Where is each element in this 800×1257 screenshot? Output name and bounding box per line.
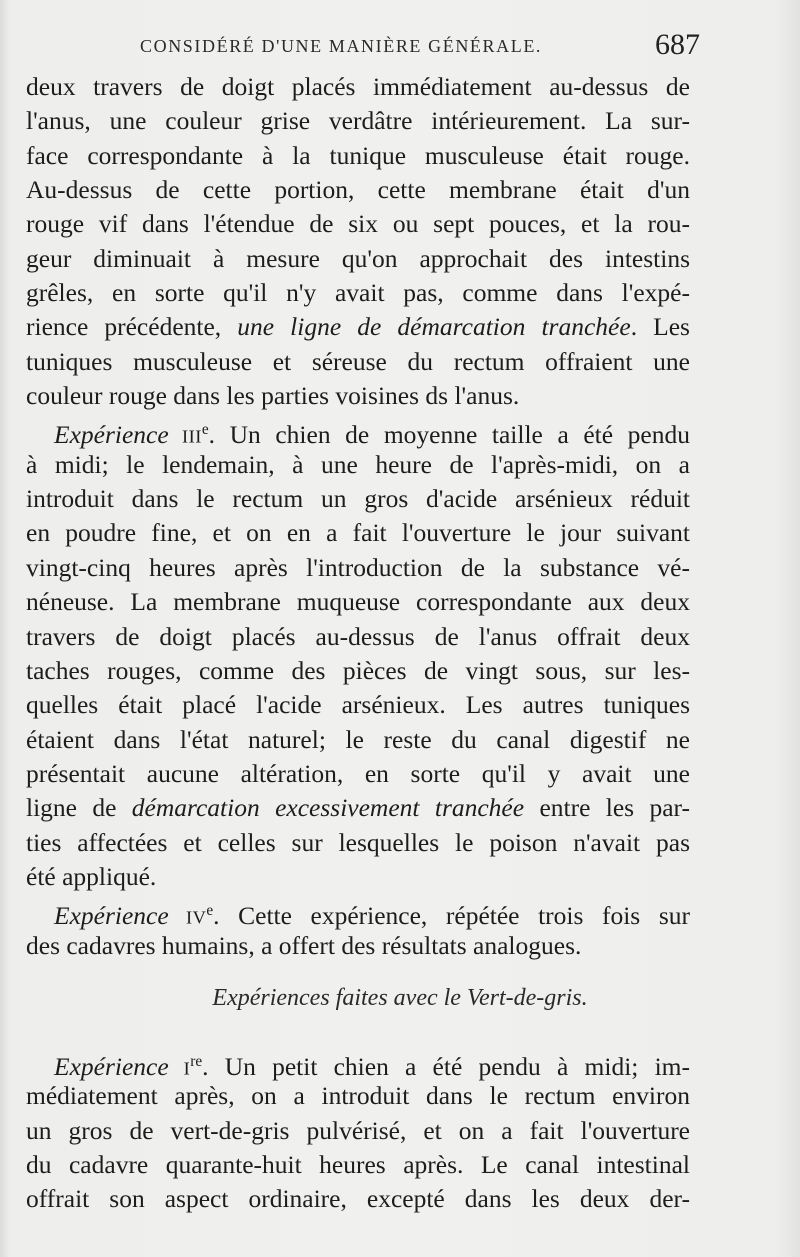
text-line (26, 860, 690, 894)
text-line (26, 310, 690, 344)
line-text: . Un chien de moyenne taille a été pendu (208, 420, 690, 450)
line-text: des cadavres humains, a offert des résultats analogues. (26, 930, 582, 960)
line-text: vingt-cinq heures après l'introduction de la substance vé- (26, 552, 690, 582)
italic-text: Expérience (54, 1052, 169, 1082)
line-text: face correspondante à la tunique musculeuse était rouge. (26, 140, 690, 170)
text-line (26, 723, 690, 757)
text-line (26, 551, 690, 585)
line-text: Au-dessus de cette portion, cette membrane était d'un (26, 175, 690, 205)
numeral-small-caps: III (168, 426, 202, 447)
line-text: . Un petit chien a été pendu à midi; im- (202, 1052, 690, 1082)
text-line (26, 894, 690, 931)
page-number: 687 (655, 28, 700, 61)
line-text: ligne de (26, 793, 132, 823)
text-line (26, 1045, 690, 1082)
line-text: . Cette expérience, répétée trois fois sur (213, 901, 690, 931)
text-line (26, 585, 690, 619)
line-text: du cadavre quarante-huit heures après. Le canal intestinal (26, 1150, 690, 1180)
body-text-block-1 (26, 70, 690, 963)
text-line (26, 1079, 690, 1113)
line-text: un gros de vert-de-gris pulvérisé, et on a fait l'ouverture (26, 1115, 690, 1145)
line-text: quelles était placé l'acide arsénieux. Les autres tuniques (26, 690, 690, 720)
text-line (26, 620, 690, 654)
line-text: couleur rouge dans les parties voisines ds l'anus. (26, 381, 520, 411)
text-line (26, 448, 690, 482)
text-line (26, 413, 690, 450)
line-text: l'anus, une couleur grise verdâtre intérieurement. La sur- (26, 106, 690, 136)
text-line (26, 482, 690, 516)
line-text: tuniques musculeuse et séreuse du rectum offraient une (26, 346, 690, 376)
line-text: rience précédente, (26, 312, 238, 342)
text-line (26, 173, 690, 207)
superscript: e (201, 421, 209, 439)
italic-text: Expérience (54, 420, 169, 450)
text-line (26, 1114, 690, 1148)
line-text: en poudre fine, et on en a fait l'ouverture le jour suivant (26, 518, 690, 548)
text-line (26, 345, 690, 379)
line-text: néneuse. La membrane muqueuse correspondante aux deux (26, 587, 690, 617)
text-line (26, 104, 690, 138)
italic-text: Expérience (54, 901, 169, 931)
line-text: deux travers de doigt placés immédiatement au-dessus de (26, 72, 690, 101)
section-heading: Expériences faites avec le Vert-de-gris. (212, 985, 588, 1011)
line-text: geur diminuait à mesure qu'on approchait des intestins (26, 243, 690, 273)
text-line (26, 654, 690, 688)
line-text: à midi; le lendemain, à une heure de l'après-midi, on a (26, 449, 690, 479)
numeral-small-caps: IV (168, 907, 207, 928)
text-line (26, 791, 690, 825)
line-text: taches rouges, comme des pièces de vingt sous, sur les- (26, 655, 690, 685)
text-line (26, 516, 690, 550)
line-text: . Les (630, 312, 690, 342)
line-text: introduit dans le rectum un gros d'acide arsénieux réduit (26, 484, 690, 514)
text-line (26, 1148, 690, 1182)
text-line (26, 379, 690, 413)
text-line (26, 929, 690, 963)
line-text: rouge vif dans l'étendue de six ou sept pouces, et la rou- (26, 209, 690, 239)
line-text: offrait son aspect ordinaire, excepté dans les deux der- (26, 1184, 690, 1214)
running-head (140, 30, 700, 70)
line-text: médiatement après, on a introduit dans le rectum environ (26, 1081, 690, 1111)
italic-text: démarcation excessivement tranchée (131, 793, 525, 823)
text-line (26, 207, 690, 241)
text-line (26, 70, 690, 104)
line-text: présentait aucune altération, en sorte qu'il y avait une (26, 758, 690, 788)
text-line (26, 757, 690, 791)
line-text: travers de doigt placés au-dessus de l'anus offrait deux (26, 621, 690, 651)
line-text: étaient dans l'état naturel; le reste du canal digestif ne (26, 724, 690, 754)
line-text: ties affectées et celles sur lesquelles le poison n'avait pas (26, 827, 690, 857)
line-text: grêles, en sorte qu'il n'y avait pas, comme dans l'expé- (26, 278, 690, 308)
numeral-small-caps: I (168, 1058, 191, 1079)
body-text-block-2 (26, 1045, 690, 1217)
superscript: re (190, 1053, 203, 1070)
line-text: été appliqué. (26, 861, 157, 891)
superscript: e (206, 902, 214, 920)
running-title: CONSIDÉRÉ D'UNE MANIÈRE GÉNÉRALE. (140, 36, 543, 56)
line-text: entre les par- (524, 793, 690, 823)
text-line (26, 826, 690, 860)
text-line (26, 139, 690, 173)
text-line (26, 242, 690, 276)
italic-text: une ligne de démarcation tranchée (237, 312, 631, 342)
text-line (26, 688, 690, 722)
text-line (26, 276, 690, 310)
text-line (26, 1182, 690, 1216)
